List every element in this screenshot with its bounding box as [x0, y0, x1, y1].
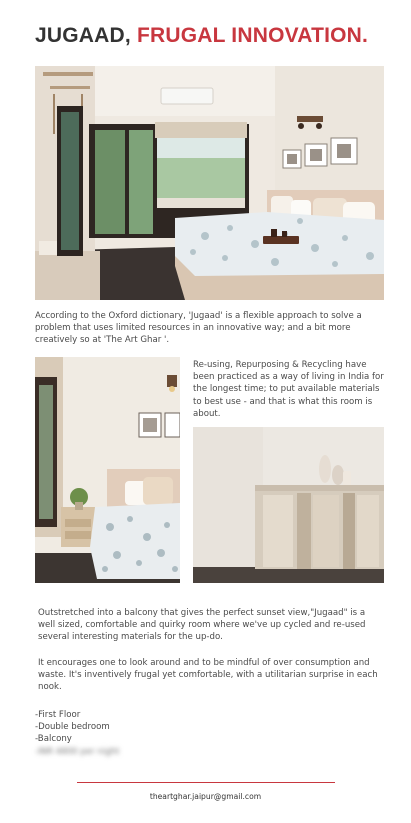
- title-main: JUGAAD,: [35, 24, 131, 47]
- balcony-paragraph: Outstretched into a balcony that gives the perfect sunset view,"Jugaad" is a well sized, comfortable and quirky room where we've up cycled and re-used several interesting materials for the up-do.: [38, 608, 366, 643]
- feature-item: -Balcony: [35, 734, 72, 745]
- footer-email[interactable]: theartghar.jaipur@gmail.com: [149, 792, 262, 801]
- feature-item: -First Floor: [35, 710, 81, 720]
- features-list: [35, 709, 119, 758]
- bedroom-side-photo: [35, 357, 180, 583]
- mindful-paragraph: It encourages one to look around and to be mindful of over consumption and waste. It's inventively frugal yet comfortable, with a utilitarian surprise in each nook.: [38, 658, 378, 693]
- feature-price-blurred: -INR 4800 per night: [35, 746, 120, 757]
- page-title: [35, 24, 395, 48]
- footer-divider: [77, 782, 335, 783]
- reuse-paragraph: Re-using, Repurposing & Recycling have been practiced as a way of living in India for the longest time; to put available materials to best use - and that is what this room is about.: [193, 360, 384, 419]
- intro-paragraph: According to the Oxford dictionary, 'Jugaad' is a flexible approach to solve a problem that uses limited resources in an innovative way; and a bit more creatively so at 'The Art Ghar '.: [35, 311, 362, 346]
- cabinet-photo: [193, 427, 384, 583]
- feature-item: -Double bedroom: [35, 722, 110, 733]
- title-accent: FRUGAL INNOVATION.: [136, 24, 369, 47]
- bedroom-main-photo: [35, 66, 384, 300]
